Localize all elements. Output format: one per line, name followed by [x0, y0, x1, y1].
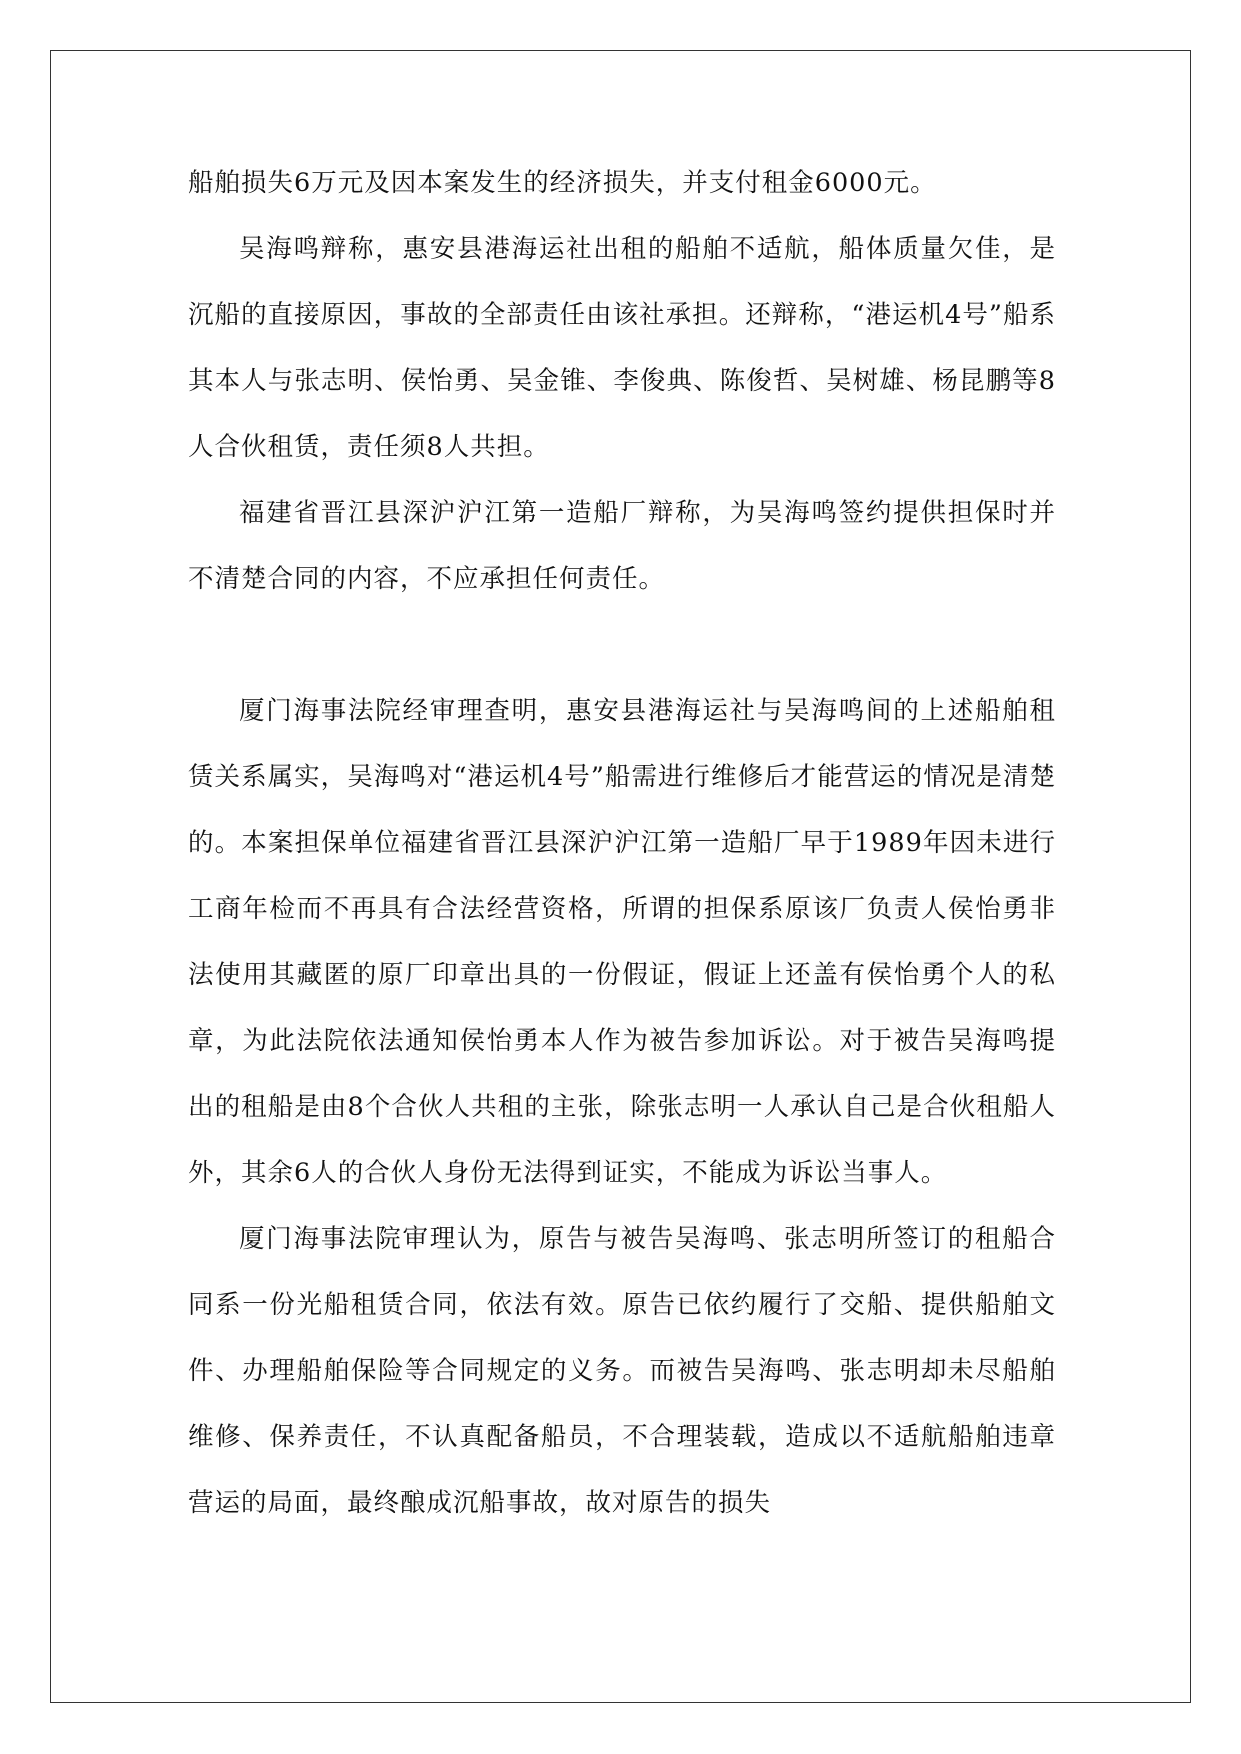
document-body [188, 150, 1056, 1536]
paragraph-court-opinion: 厦门海事法院审理认为，原告与被告吴海鸣、张志明所签订的租船合同系一份光船租赁合同，依法有效。原告已依约履行了交船、提供船舶文件、办理船舶保险等合同规定的义务。而被告吴海鸣、张志明却未尽船舶维修、保养责任，不认真配备船员，不合理装载，造成以不适航船舶违章营运的局面，最终酿成沉船事故，故对原告的损失 [188, 1224, 1056, 1518]
paragraph-defense-shipyard: 福建省晋江县深沪沪江第一造船厂辩称，为吴海鸣签约提供担保时并不清楚合同的内容，不应承担任何责任。 [188, 498, 1056, 594]
paragraph-defense-wu-haiming: 吴海鸣辩称，惠安县港海运社出租的船舶不适航，船体质量欠佳，是沉船的直接原因，事故的全部责任由该社承担。还辩称，“港运机4号”船系其本人与张志明、侯怡勇、吴金锥、李俊典、陈俊哲、吴树雄、杨昆鹏等8人合伙租赁，责任须8人共担。 [188, 234, 1056, 462]
paragraph-court-findings: 厦门海事法院经审理查明，惠安县港海运社与吴海鸣间的上述船舶租赁关系属实，吴海鸣对“港运机4号”船需进行维修后才能营运的情况是清楚的。本案担保单位福建省晋江县深沪沪江第一造船厂早于1989年因未进行工商年检而不再具有合法经营资格，所谓的担保系原该厂负责人侯怡勇非法使用其藏匿的原厂印章出具的一份假证，假证上还盖有侯怡勇个人的私章，为此法院依法通知侯怡勇本人作为被告参加诉讼。对于被告吴海鸣提出的租船是由8个合伙人共租的主张，除张志明一人承认自己是合伙租船人外，其余6人的合伙人身份无法得到证实，不能成为诉讼当事人。 [188, 696, 1056, 1188]
paragraph-spacer [188, 612, 1056, 678]
paragraph-continuation: 船舶损失6万元及因本案发生的经济损失，并支付租金6000元。 [188, 168, 937, 198]
